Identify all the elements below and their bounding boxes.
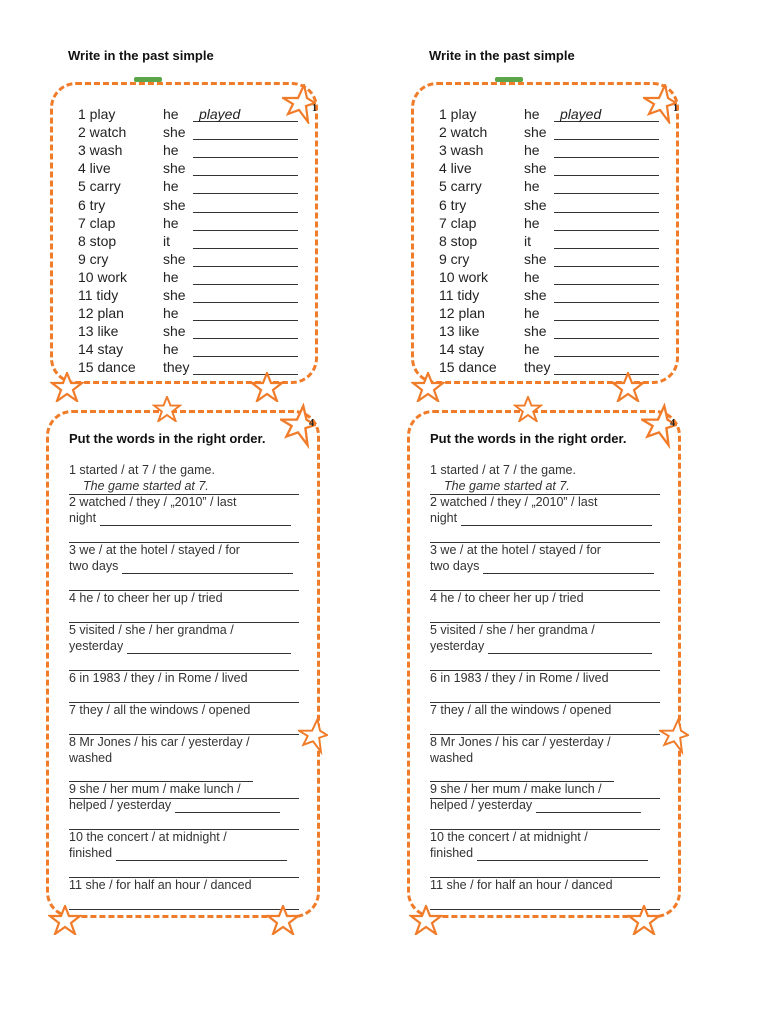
verb-row [439, 267, 659, 285]
verb-label: 7 clap [78, 214, 116, 231]
pronoun-label: it [524, 232, 531, 249]
pronoun-label: he [524, 214, 540, 231]
answer-field[interactable] [554, 289, 659, 303]
verb-row [78, 339, 298, 357]
answer-field[interactable] [430, 527, 660, 543]
verb-label: 5 carry [78, 178, 121, 195]
task-number-1: 1 [312, 103, 317, 114]
answer-field[interactable] [69, 719, 299, 735]
answer-field[interactable] [554, 199, 659, 213]
order-item [430, 590, 660, 623]
order-item-prompt: 4 he / to cheer her up / tried [69, 591, 223, 605]
verb-label: 9 cry [439, 250, 470, 267]
star-icon [282, 84, 316, 124]
order-item [69, 622, 299, 671]
answer-field[interactable] [554, 126, 659, 140]
order-item [69, 670, 299, 703]
verb-label: 13 like [78, 323, 119, 340]
order-item-prompt: 4 he / to cheer her up / tried [430, 591, 584, 605]
pronoun-label: he [524, 305, 540, 322]
verb-label: 15 dance [439, 359, 497, 376]
star-icon [643, 84, 677, 124]
answer-field[interactable] [193, 325, 298, 339]
answer-field[interactable] [193, 180, 298, 194]
verb-label: 1 play [78, 106, 116, 123]
pronoun-label: she [524, 287, 547, 304]
verb-row [78, 140, 298, 158]
answer-field[interactable] [175, 800, 280, 813]
answer-field[interactable] [554, 325, 659, 339]
pronoun-label: she [163, 287, 186, 304]
answer-field[interactable] [69, 894, 299, 910]
answer-field[interactable] [193, 126, 298, 140]
order-item-prompt-cont: two days [69, 558, 299, 574]
worksheet-right [405, 0, 705, 1024]
verb-label: 9 cry [78, 250, 109, 267]
answer-field[interactable] [554, 271, 659, 285]
verb-label: 3 wash [439, 142, 484, 159]
pronoun-label: he [163, 178, 179, 195]
worksheet-left [44, 0, 344, 1024]
answer-field[interactable] [69, 687, 299, 703]
verb-row [439, 122, 659, 140]
order-item-prompt: 5 visited / she / her grandma / [430, 623, 595, 637]
verb-label: 3 wash [78, 142, 123, 159]
order-item-prompt: 3 we / at the hotel / stayed / for [430, 543, 601, 557]
answer-field[interactable] [193, 271, 298, 285]
answer-field[interactable] [69, 655, 299, 671]
order-item [430, 829, 660, 878]
pronoun-label: he [163, 214, 179, 231]
order-item [69, 702, 299, 735]
order-item [430, 877, 660, 910]
task-number-1: 1 [673, 103, 678, 114]
verb-label: 10 work [439, 268, 489, 285]
star-icon [298, 716, 328, 756]
verb-label: 5 carry [439, 178, 482, 195]
pronoun-label: he [524, 178, 540, 195]
verb-label: 15 dance [78, 359, 136, 376]
verb-row [439, 231, 659, 249]
answer-field[interactable]: played [554, 108, 659, 122]
verb-label: 1 play [439, 106, 477, 123]
verb-label: 6 try [78, 196, 106, 213]
answer-field[interactable] [554, 217, 659, 231]
answer-field[interactable] [430, 687, 660, 703]
verb-row [439, 249, 659, 267]
order-task-title: Put the words in the right order. [69, 431, 266, 446]
verb-row [78, 213, 298, 231]
answer-field[interactable] [554, 235, 659, 249]
order-item [430, 781, 660, 830]
pronoun-label: he [524, 106, 540, 123]
verb-label: 11 tidy [78, 287, 119, 304]
order-item-prompt: 3 we / at the hotel / stayed / for [69, 543, 240, 557]
order-item [69, 542, 299, 591]
pronoun-label: it [163, 232, 170, 249]
answer-field[interactable] [69, 575, 299, 591]
order-item [69, 877, 299, 910]
verb-row [439, 303, 659, 321]
order-item [430, 494, 660, 543]
verb-label: 13 like [439, 323, 480, 340]
answer-field[interactable] [554, 307, 659, 321]
order-item-prompt-cont: yesterday [430, 638, 660, 654]
answer-field[interactable] [193, 217, 298, 231]
verb-list [78, 104, 298, 375]
answer-field[interactable] [69, 814, 299, 830]
star-icon [659, 716, 689, 756]
pronoun-label: she [524, 250, 547, 267]
verb-row [78, 104, 298, 122]
answer-field[interactable] [122, 561, 293, 574]
answer-field[interactable] [554, 180, 659, 194]
pronoun-label: she [524, 196, 547, 213]
answer-field[interactable] [116, 848, 287, 861]
verb-row [78, 122, 298, 140]
verb-row [439, 194, 659, 212]
verb-row [78, 158, 298, 176]
answer-field[interactable] [430, 607, 660, 623]
order-item [69, 462, 299, 495]
verb-label: 14 stay [439, 341, 485, 358]
pronoun-label: she [163, 160, 186, 177]
task-number-4: 4 [670, 418, 675, 429]
verb-row [439, 140, 659, 158]
answer-field[interactable] [127, 641, 292, 654]
pronoun-label: he [524, 142, 540, 159]
verb-label: 10 work [78, 268, 128, 285]
verb-label: 4 live [439, 160, 472, 177]
verb-row [78, 321, 298, 339]
pronoun-label: he [163, 268, 179, 285]
pronoun-label: she [524, 323, 547, 340]
order-item [430, 542, 660, 591]
order-item-prompt: 10 the concert / at midnight / [430, 830, 588, 844]
order-item-prompt: 11 she / for half an hour / danced [430, 878, 613, 892]
verb-row [439, 285, 659, 303]
star-icon [513, 396, 543, 422]
order-item [69, 590, 299, 623]
verb-row [78, 285, 298, 303]
verb-row [78, 249, 298, 267]
order-item-prompt-cont: helped / yesterday [69, 797, 299, 813]
answer-field[interactable] [430, 862, 660, 878]
verb-label: 12 plan [439, 305, 485, 322]
star-icon [250, 372, 284, 402]
order-item [430, 622, 660, 671]
answer-field[interactable] [193, 253, 298, 267]
answer-field[interactable] [554, 253, 659, 267]
verb-row [78, 231, 298, 249]
answer-field[interactable] [536, 800, 641, 813]
answer-field[interactable] [193, 199, 298, 213]
verb-row [439, 339, 659, 357]
pronoun-label: he [163, 305, 179, 322]
pronoun-label: he [524, 268, 540, 285]
verb-label: 7 clap [439, 214, 477, 231]
order-item-prompt-cont: washed [430, 750, 660, 782]
answer-field[interactable] [483, 561, 654, 574]
order-item-prompt-cont: night [69, 510, 299, 526]
star-icon [611, 372, 645, 402]
answer-field[interactable] [193, 235, 298, 249]
order-item-prompt: 6 in 1983 / they / in Rome / lived [69, 671, 248, 685]
verb-row [439, 176, 659, 194]
pronoun-label: they [163, 359, 190, 376]
order-item-prompt: 8 Mr Jones / his car / yesterday / [430, 735, 611, 749]
star-icon [50, 372, 84, 402]
star-icon [152, 396, 182, 422]
answer-field[interactable] [430, 575, 660, 591]
order-item-prompt: 9 she / her mum / make lunch / [430, 782, 602, 796]
order-item [430, 462, 660, 495]
verb-label: 2 watch [439, 124, 488, 141]
answer-field[interactable] [430, 814, 660, 830]
verb-label: 14 stay [78, 341, 124, 358]
verb-label: 8 stop [439, 232, 478, 249]
answer-field[interactable]: The game started at 7. [430, 479, 660, 495]
order-item-prompt: 1 started / at 7 / the game. [69, 463, 215, 477]
worksheet-heading: Write in the past simple [429, 48, 575, 63]
pronoun-label: he [163, 106, 179, 123]
answer-field[interactable]: played [193, 108, 298, 122]
pronoun-label: she [524, 160, 547, 177]
answer-field[interactable] [461, 513, 652, 526]
verb-row [439, 213, 659, 231]
verb-label: 8 stop [78, 232, 117, 249]
pronoun-label: she [524, 124, 547, 141]
answer-field[interactable] [69, 862, 299, 878]
order-task-title: Put the words in the right order. [430, 431, 627, 446]
answer-field[interactable] [554, 144, 659, 158]
verb-row [78, 194, 298, 212]
order-item-prompt-cont: washed [69, 750, 299, 782]
order-item [69, 781, 299, 830]
order-item-prompt-cont: two days [430, 558, 660, 574]
worksheet-heading: Write in the past simple [68, 48, 214, 63]
order-item-prompt: 9 she / her mum / make lunch / [69, 782, 241, 796]
order-item-prompt-cont: yesterday [69, 638, 299, 654]
order-item [69, 494, 299, 543]
pronoun-label: she [163, 323, 186, 340]
answer-field[interactable] [554, 343, 659, 357]
star-icon [627, 905, 661, 935]
verb-label: 2 watch [78, 124, 127, 141]
verb-label: 12 plan [78, 305, 124, 322]
answer-field[interactable] [430, 719, 660, 735]
verb-label: 4 live [78, 160, 111, 177]
order-item-prompt: 10 the concert / at midnight / [69, 830, 227, 844]
answer-field[interactable] [69, 607, 299, 623]
order-item-prompt-cont: finished [430, 845, 660, 861]
order-item-prompt: 1 started / at 7 / the game. [430, 463, 576, 477]
answer-field[interactable] [554, 162, 659, 176]
pronoun-label: she [163, 196, 186, 213]
verb-row [439, 158, 659, 176]
pronoun-label: he [524, 341, 540, 358]
answer-field[interactable] [193, 289, 298, 303]
answer-field[interactable] [477, 848, 648, 861]
answer-field[interactable] [100, 513, 291, 526]
verb-row [78, 267, 298, 285]
answer-field[interactable]: The game started at 7. [69, 479, 299, 495]
order-item-prompt-cont: night [430, 510, 660, 526]
answer-field[interactable] [488, 641, 653, 654]
verb-row [78, 176, 298, 194]
order-item [430, 702, 660, 735]
verb-label: 11 tidy [439, 287, 480, 304]
star-icon [409, 905, 443, 935]
pronoun-label: she [163, 250, 186, 267]
order-item [430, 670, 660, 703]
order-item-prompt-cont: finished [69, 845, 299, 861]
pronoun-label: he [163, 142, 179, 159]
answer-field[interactable] [193, 343, 298, 357]
pronoun-label: she [163, 124, 186, 141]
order-item-prompt: 7 they / all the windows / opened [69, 703, 251, 717]
order-item-prompt: 8 Mr Jones / his car / yesterday / [69, 735, 250, 749]
star-icon [48, 905, 82, 935]
pronoun-label: he [163, 341, 179, 358]
star-icon [411, 372, 445, 402]
answer-field[interactable] [430, 894, 660, 910]
order-item-prompt-cont: helped / yesterday [430, 797, 660, 813]
pronoun-label: they [524, 359, 551, 376]
order-item-prompt: 2 watched / they / „2010” / last [69, 495, 237, 509]
answer-field[interactable] [193, 162, 298, 176]
order-item-prompt: 2 watched / they / „2010” / last [430, 495, 598, 509]
order-item-prompt: 11 she / for half an hour / danced [69, 878, 252, 892]
verb-row [78, 303, 298, 321]
order-item-prompt: 7 they / all the windows / opened [430, 703, 612, 717]
verb-list [439, 104, 659, 375]
order-item [69, 829, 299, 878]
answer-field[interactable] [193, 144, 298, 158]
verb-label: 6 try [439, 196, 467, 213]
verb-row [439, 104, 659, 122]
order-item-prompt: 6 in 1983 / they / in Rome / lived [430, 671, 609, 685]
answer-field[interactable] [430, 655, 660, 671]
answer-field[interactable] [69, 527, 299, 543]
verb-row [439, 321, 659, 339]
task-number-4: 4 [309, 418, 314, 429]
answer-field[interactable] [193, 307, 298, 321]
star-icon [266, 905, 300, 935]
order-item-prompt: 5 visited / she / her grandma / [69, 623, 234, 637]
